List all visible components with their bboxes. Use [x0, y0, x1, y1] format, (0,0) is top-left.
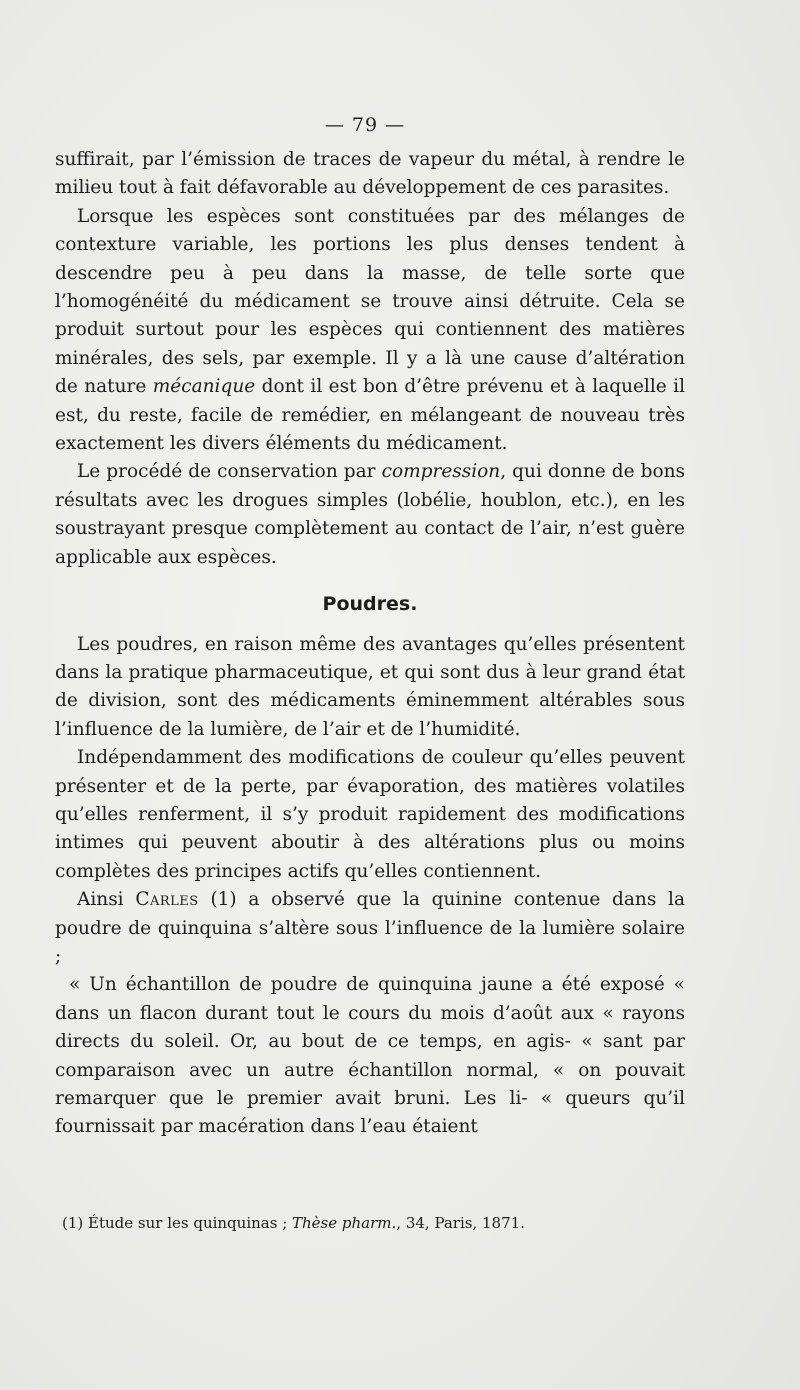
paragraph-modifications: Indépendamment des modifications de couleur qu’elles peuvent présenter et de la perte, par évaporation, des matières volatiles qu’elles renferment, il s’y produit rapidement des modifications intimes qui peuvent aboutir à des altérations plus ou moins complètes des principes actifs qu’elles contiennent. — [55, 747, 685, 882]
paragraph-text: Ainsi — [77, 889, 136, 911]
quotation: « Un échantillon de poudre de quinquina jaune a été exposé « dans un flacon durant tout le cours du mois d’août aux « rayons directs du soleil. Or, au bout de ce temps, en agis- « sant par comparaison avec un autre échantillon normal, « on pouvait remarquer que le premier avait bruni. Les li- « queurs qu’il fournissait par macération dans l’eau étaient — [55, 974, 685, 1138]
paragraph-text: (1) a observé que la quinine contenue dans la poudre de quinquina s’altère sous l’influence de la lumière solaire ; — [55, 889, 686, 967]
paragraph-species-mixtures — [55, 203, 685, 459]
paragraph-text: Le procédé de conservation par — [77, 461, 382, 483]
paragraph-continuation: suffirait, par l’émission de traces de vapeur du métal, à rendre le milieu tout à fait défavorable au développement de ces parasites. — [55, 149, 685, 199]
footnote-emphasis: Thèse pharm. — [292, 1214, 397, 1232]
author-name: Carles — [135, 889, 199, 911]
paragraph-carles — [55, 886, 685, 971]
paragraph-text: , qui donne de bons résultats avec les drogues simples (lobélie, houblon, etc.), en les soustrayant presque complètement au contact de l’air, n’est guère applicable aux espèces. — [55, 461, 685, 568]
paragraph-text: dont il est bon d’être prévenu et à laquelle il est, du reste, facile de remédier, en mélangeant de nouveau très exactement les divers éléments du médicament. — [55, 376, 685, 455]
emphasis-mecanique: mécanique — [152, 376, 256, 398]
section-title: Poudres. — [322, 593, 418, 616]
footnote — [62, 1213, 682, 1233]
emphasis-compression: compression — [381, 461, 501, 483]
paragraph-powders: Les poudres, en raison même des avantages qu’elles présentent dans la pratique pharmaceutique, et qui sont dus à leur grand état de division, sont des médicaments éminemment altérables sous l’influence de la lumière, de l’air et de l’humidité. — [55, 633, 685, 740]
page-number: — 79 — — [324, 114, 406, 136]
paragraph-text: Lorsque les espèces sont constituées par des mélanges de contexture variable, les portions les plus denses tendent à descendre peu à peu dans la masse, de telle sorte que l’homogénéité du médicament se trouve ainsi détruite. Cela se produit surtout pour les espèces qui contiennent des matières minérales, des sels, par exemple. Il y a là une cause d’altération de nature — [55, 205, 685, 398]
body-text — [55, 146, 685, 1142]
footnote-text: , 34, Paris, 1871. — [396, 1214, 525, 1232]
paragraph-compression — [55, 458, 685, 572]
footnote-text: (1) Étude sur les quinquinas ; — [62, 1214, 293, 1232]
